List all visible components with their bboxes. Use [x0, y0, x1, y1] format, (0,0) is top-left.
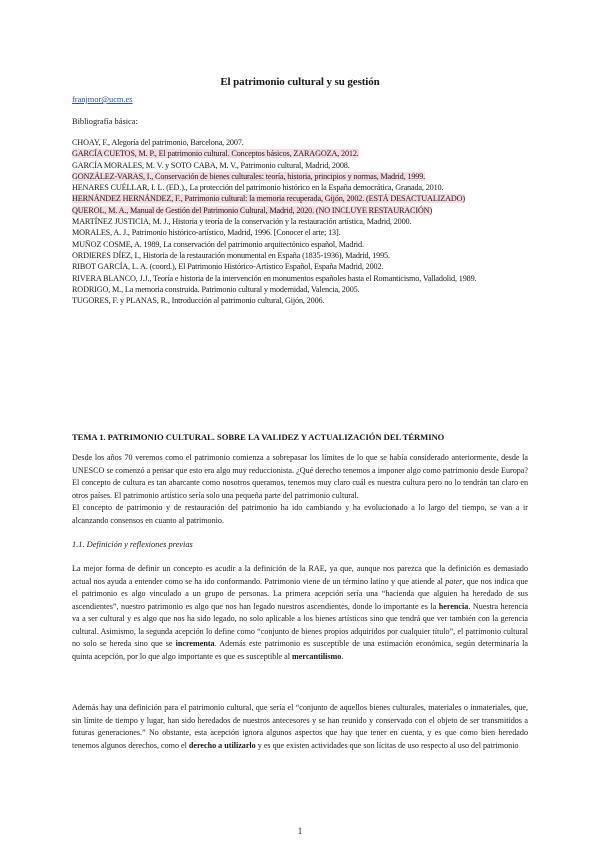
bibliography-entry-text: QUEROL, M. A., Manual de Gestión del Patrimonio Cultural, Madrid, 2020. (NO INCLUYE RESTAURACIÓN) — [72, 205, 433, 215]
bibliography-entry — [72, 160, 528, 171]
bibliography-entry-text: MORALES, A. J., Patrimonio histórico-artístico, Madrid, 1996. [Conocer el arte; 13]. — [72, 228, 341, 238]
bibliography-entry — [72, 193, 528, 204]
bibliography-entry-text: HENARES CUÉLLAR, I. L. (ED.)., La protección del patrimonio histórico en la España democrática, Granada, 2010. — [72, 183, 444, 193]
subsection-heading: 1.1. Definición y reflexiones previas — [72, 540, 193, 549]
bibliography-entry — [72, 216, 528, 227]
bibliography-entry-text: HERNÁNDEZ HERNÁNDEZ, F., Patrimonio cultural: la memoria recuperada, Gijón, 2002. (ESTÁ DESACTUALIZADO) — [72, 194, 465, 204]
bibliography-entry-text: GARCÍA MORALES, M. V. y SOTO CABA, M. V., Patrimonio cultural, Madrid, 2008. — [72, 160, 350, 170]
bibliography-entry-text: ORDIERES DÍEZ, I., Historia de la restauración monumental en España (1835-1936), Madrid, 1995. — [72, 250, 390, 260]
text-run: . — [341, 651, 344, 661]
bibliography-entry — [72, 137, 528, 148]
text-run: La mejor forma de definir un concepto es acudir a la definición de la RAE, ya que, aunque nos parezca que la definición es demasiado actual nos ayuda a entender como se ha ido conformando. Patrimonio viene de un término latino y que atiende al — [72, 564, 528, 586]
bibliography-entry — [72, 148, 528, 159]
document-page — [72, 0, 528, 848]
paragraph-4 — [72, 702, 528, 752]
bibliography-entry-text: CHOAY, F., Alegoría del patrimonio, Barcelona, 2007. — [72, 138, 244, 147]
italic-term-pater: pater — [445, 576, 463, 586]
bibliography-entry — [72, 250, 528, 261]
bibliography-entry — [72, 205, 528, 216]
bibliography-entry-text: GARCÍA CUETOS, M. P., El patrimonio cultural. Conceptos básicos, ZARAGOZA, 2012. — [72, 149, 359, 159]
bibliography-list — [72, 137, 528, 306]
paragraph-3 — [72, 563, 528, 663]
bibliography-entry-text: RODRIGO, M., La memoria construida. Patrimonio cultural y modernidad, Valencia, 2005. — [72, 284, 360, 294]
bibliography-entry — [72, 239, 528, 250]
bibliography-entry-text: TUGORES, F. y PLANAS, R., Introducción al patrimonio cultural, Gijón, 2006. — [72, 296, 325, 306]
text-run: , que nos indica que el patrimonio es algo vinculado a un grupo de personas. La primera acepción sería una “hacienda que alguien ha heredado de sus ascendientes”, nuestro patrimonio es algo que nos han legado nuestros ascendientes, donde lo importante es la — [72, 576, 528, 611]
page-number: 1 — [297, 826, 303, 836]
paragraph-2: El concepto de patrimonio y de restauración del patrimonio ha ido cambiando y ha evolucionado a lo largo del tiempo, se van a ir alcanzando consensos en cuanto al patrimonio. — [72, 503, 528, 525]
bibliography-entry-text: RIBOT GARCÍA, L. A. (coord.), El Patrimonio Histórico-Artístico Español, España Madrid, 2002. — [72, 262, 384, 272]
text-run: . Además este patrimonio es susceptible de una estimación económica, según determinaría la quinta acepción, por lo que algo importante es que es susceptible al — [72, 639, 528, 661]
bibliography-entry — [72, 295, 528, 306]
bibliography-entry — [72, 171, 528, 182]
document-title: El patrimonio cultural y su gestión — [220, 76, 380, 88]
bibliography-entry-text: GONZÁLEZ-VARAS, I., Conservación de bienes culturales: teoría, historia, principios y normas, Madrid, 1999. — [72, 171, 426, 181]
bibliography-entry-text: RIVERA BLANCO, J.J., Teoría e historia de la intervención en monumentos españoles hasta el Romanticismo, Valladolid, 1989. — [72, 273, 477, 283]
bibliography-entry — [72, 284, 528, 295]
paragraph-1: Desde los años 70 veremos como el patrimonio comienza a sobrepasar los límites de lo que se había considerado anteriormente, desde la UNESCO se comenzó a pensar que esto era algo muy reduccionista. ¿Qué derecho tenemos a imponer algo como patrimonio desde Europa? El concepto de cultura es tan abarcante como nosotros queramos, tenemos muy claro cuál es nuestra cultura pero no lo tendrán tan claro en otros países. El patrimonio artístico sería solo una pequeña parte del patrimonio cultural. — [72, 453, 528, 500]
bold-term-incrementa: incrementa — [175, 639, 215, 648]
bibliography-entry — [72, 227, 528, 238]
author-email-link[interactable]: franjmor@ucm.es — [72, 95, 133, 104]
bibliography-entry — [72, 182, 528, 193]
bold-term-derecho-a-utilizarlo: derecho a utilizarlo — [188, 740, 256, 750]
bibliography-entry-text: MARTÍNEZ JUSTICIA, M. J., Historia y teoría de la conservación y la restauración artística, Madrid, 2000. — [72, 217, 412, 227]
bold-term-herencia: herencia — [438, 601, 469, 611]
bold-term-mercantilismo: mercantilismo — [292, 651, 342, 661]
bibliography-label: Bibliografía básica: — [72, 117, 138, 126]
text-run: y es que existen actividades que son lícitas de uso respecto al uso del patrimonio — [255, 740, 519, 750]
bibliography-entry-text: MUÑOZ COSME, A. 1989, La conservación del patrimonio arquitectónico español, Madrid. — [72, 239, 364, 249]
text-run: Además hay una definición para el patrimonio cultural, que sería el “conjunto de aquellos bienes culturales, materiales o inmateriales, que, sin límite de tiempo y lugar, han sido heredados de nuestros antecesores y se han reunido y conservado con el objeto de ser transmitidos a futuras generaciones.” No obstante, esta acepción ignora algunos aspectos que hay que tener en cuenta, y es que como bien heredado tenemos algunos derechos, como el — [72, 703, 528, 750]
bibliography-entry — [72, 261, 528, 272]
text-run: . Nuestra herencia va a ser cultural y es algo que nos ha sido legado, no solo aplicable a los bienes artísticos sino que tendrá que ver también con la gerencia cultural. Asimismo, la segunda acepción lo define como “conjunto de bienes propios adquiridos por cualquier título”, el patrimonio cultural no solo se hereda sino que se — [72, 601, 528, 648]
section-heading: TEMA 1. PATRIMONIO CULTURAL. SOBRE LA VALIDEZ Y ACTUALIZACIÓN DEL TÉRMINO — [72, 432, 445, 442]
bibliography-entry — [72, 273, 528, 284]
